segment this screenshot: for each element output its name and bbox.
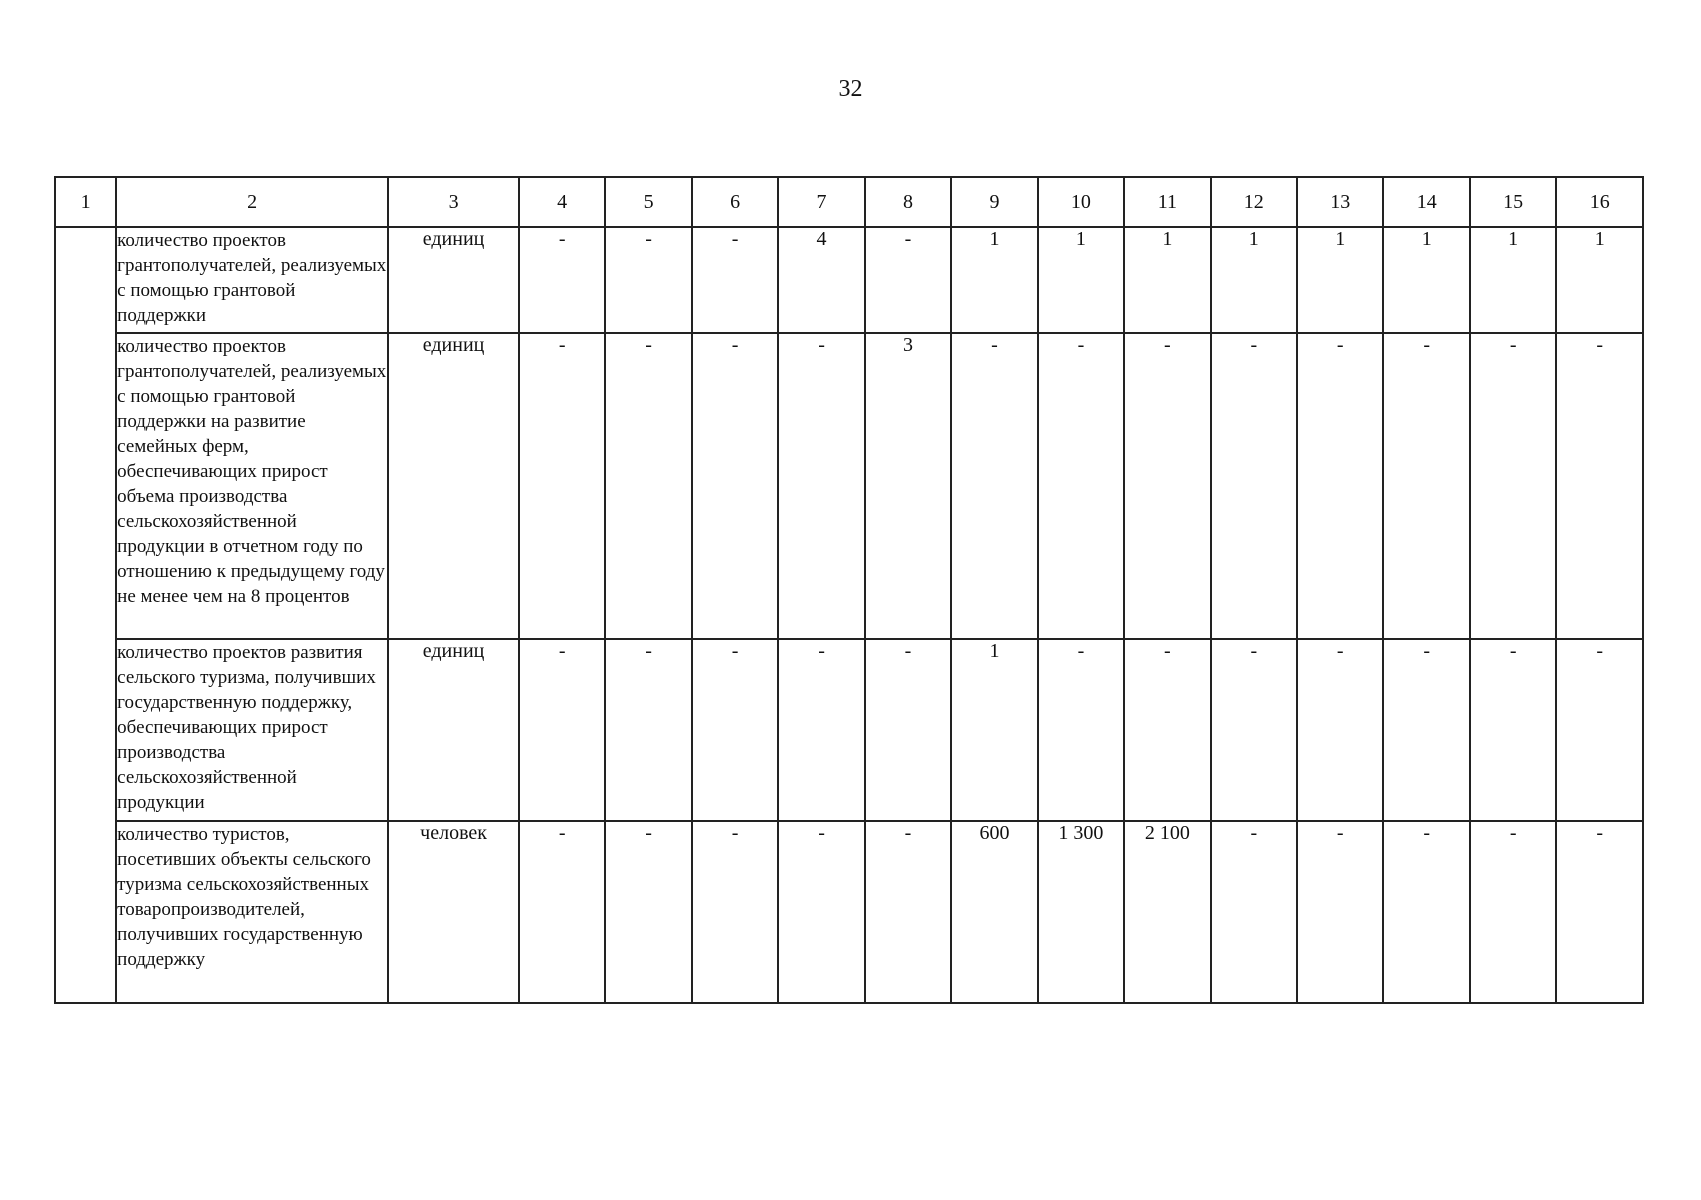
header-row xyxy=(55,177,1643,227)
indicator-unit: человек xyxy=(388,821,519,1003)
value-cell: - xyxy=(1211,821,1297,1003)
indicator-unit: единиц xyxy=(388,333,519,639)
value-cell: - xyxy=(519,639,605,821)
value-cell: - xyxy=(605,227,691,333)
column-header: 8 xyxy=(865,177,951,227)
value-cell: - xyxy=(1556,333,1643,639)
value-cell: - xyxy=(1556,639,1643,821)
value-cell: - xyxy=(865,227,951,333)
value-cell: 600 xyxy=(951,821,1037,1003)
value-cell: - xyxy=(1297,333,1383,639)
value-cell: 1 xyxy=(1556,227,1643,333)
column-header: 9 xyxy=(951,177,1037,227)
value-cell: - xyxy=(1556,821,1643,1003)
value-cell: - xyxy=(1383,821,1469,1003)
value-cell: - xyxy=(1470,333,1556,639)
value-cell: - xyxy=(692,639,778,821)
table-row xyxy=(55,821,1643,1003)
value-cell: - xyxy=(1470,821,1556,1003)
value-cell: 1 xyxy=(1211,227,1297,333)
value-cell: 1 xyxy=(951,227,1037,333)
value-cell: - xyxy=(951,333,1037,639)
value-cell: - xyxy=(865,821,951,1003)
value-cell: - xyxy=(865,639,951,821)
indicator-description: количество проектов грантополучателей, реализуемых с помощью грантовой поддержки xyxy=(116,227,388,333)
indicator-unit: единиц xyxy=(388,639,519,821)
value-cell: - xyxy=(605,639,691,821)
column-header: 12 xyxy=(1211,177,1297,227)
value-cell: - xyxy=(692,227,778,333)
indicator-description: количество туристов, посетивших объекты сельского туризма сельскохозяйственных товаропроизводителей, получивших государственную поддержку xyxy=(116,821,388,1003)
value-cell: - xyxy=(692,821,778,1003)
column-header: 13 xyxy=(1297,177,1383,227)
value-cell: 1 xyxy=(1124,227,1210,333)
page-number: 32 xyxy=(838,76,863,102)
indicator-unit: единиц xyxy=(388,227,519,333)
value-cell: - xyxy=(778,821,864,1003)
value-cell: 1 300 xyxy=(1038,821,1124,1003)
value-cell: - xyxy=(519,821,605,1003)
column-header: 11 xyxy=(1124,177,1210,227)
value-cell: 1 xyxy=(1038,227,1124,333)
merged-number-cell xyxy=(55,227,116,1003)
value-cell: - xyxy=(1038,639,1124,821)
table-row xyxy=(55,639,1643,821)
value-cell: 1 xyxy=(951,639,1037,821)
column-header: 3 xyxy=(388,177,519,227)
column-header: 10 xyxy=(1038,177,1124,227)
value-cell: - xyxy=(605,333,691,639)
column-header: 2 xyxy=(116,177,388,227)
indicator-description: количество проектов развития сельского туризма, получивших государственную поддержку, обеспечивающих прирост производства сельскохозяйственной продукции xyxy=(116,639,388,821)
value-cell: - xyxy=(692,333,778,639)
indicator-description: количество проектов грантополучателей, реализуемых с помощью грантовой поддержки на развитие семейных ферм, обеспечивающих прирост объема производства сельскохозяйственной продукции в отчетном году по отношению к предыдущему году не менее чем на 8 процентов xyxy=(116,333,388,639)
value-cell: 3 xyxy=(865,333,951,639)
value-cell: 1 xyxy=(1383,227,1469,333)
column-header: 15 xyxy=(1470,177,1556,227)
value-cell: 1 xyxy=(1470,227,1556,333)
column-header: 16 xyxy=(1556,177,1643,227)
value-cell: - xyxy=(1124,333,1210,639)
value-cell: - xyxy=(778,639,864,821)
column-header: 5 xyxy=(605,177,691,227)
value-cell: 4 xyxy=(778,227,864,333)
value-cell: - xyxy=(519,227,605,333)
value-cell: 1 xyxy=(1297,227,1383,333)
column-header: 4 xyxy=(519,177,605,227)
value-cell: - xyxy=(1383,639,1469,821)
value-cell: - xyxy=(519,333,605,639)
value-cell: - xyxy=(1470,639,1556,821)
value-cell: - xyxy=(1297,821,1383,1003)
value-cell: - xyxy=(778,333,864,639)
value-cell: - xyxy=(1038,333,1124,639)
table-row xyxy=(55,333,1643,639)
column-header: 14 xyxy=(1383,177,1469,227)
table-row xyxy=(55,227,1643,333)
value-cell: - xyxy=(1124,639,1210,821)
value-cell: - xyxy=(1211,639,1297,821)
value-cell: - xyxy=(1297,639,1383,821)
value-cell: 2 100 xyxy=(1124,821,1210,1003)
indicator-table xyxy=(54,176,1644,1004)
column-header: 6 xyxy=(692,177,778,227)
value-cell: - xyxy=(605,821,691,1003)
value-cell: - xyxy=(1383,333,1469,639)
column-header: 1 xyxy=(55,177,116,227)
column-header: 7 xyxy=(778,177,864,227)
value-cell: - xyxy=(1211,333,1297,639)
